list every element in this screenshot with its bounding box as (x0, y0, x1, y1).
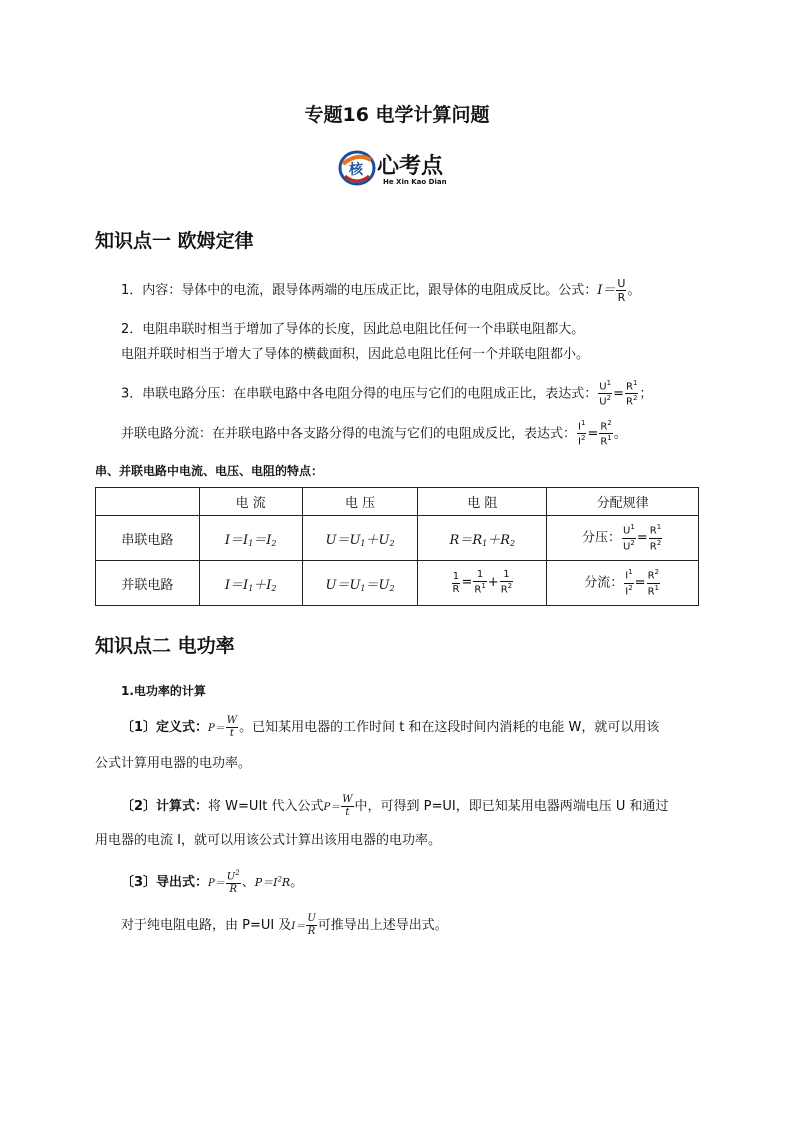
calculation-text-1: 将 W=UIt 代入公式 (208, 799, 324, 814)
table-header-cell: 分配规律 (547, 488, 699, 516)
rule-label: 分压： (582, 530, 622, 546)
table-row (96, 516, 699, 561)
ratio-r-inverse: $\frac{R^2}{R^1}$ (600, 419, 612, 448)
note-line: 对于纯电阻电路，由 P=UI 及I＝ $\frac{U}{R}$ 可推导出上述导出式。 (121, 913, 448, 937)
row-label: 并联电路 (96, 561, 200, 606)
calculation-label: 〔2〕计算式： (121, 799, 209, 814)
parallel-division-text: 并联电路分流：在并联电路中各支路分得的电流与它们的电阻成反比，表达式： (121, 426, 577, 442)
ohms-law-text: 1．内容：导体中的电流，跟导体两端的电压成正比，跟导体的电阻成反比。公式： (121, 283, 598, 298)
punct: 。 (627, 283, 641, 298)
definition-continuation: 公式计算用电器的电功率。 (95, 756, 252, 771)
row-label: 串联电路 (96, 516, 200, 561)
note-text-1: 对于纯电阻电路，由 P=UI 及 (121, 918, 292, 933)
note-text-2: 可推导出上述导出式。 (317, 918, 448, 933)
punct: 。 (613, 426, 627, 442)
rule-cell: 分流： $\frac{I^1}{I^2}$ = $\frac{R^2}{R^1}$ (547, 561, 699, 606)
derived-label: 〔3〕导出式： (121, 875, 209, 891)
resistance-cell: $\frac{1}{R}$ = $\frac{1}{R^1}$ + $\frac{1}{R^2}$ (418, 561, 547, 606)
logo (337, 146, 457, 192)
fraction-num: U (617, 277, 626, 290)
ratio-i: $\frac{I^1}{I^2}$ (578, 419, 586, 448)
section-heading-power: 知识点二 电功率 (95, 635, 235, 657)
current-cell: $I=I_1=I_2$ (199, 516, 302, 561)
separator: 、 (241, 875, 255, 891)
page-title: 专题16 电学计算问题 (304, 104, 490, 126)
fraction-den: R (617, 291, 626, 304)
calculation-text-2: 中，可得到 P=UI，即已知某用电器两端电压 U 和通过 (354, 799, 669, 814)
parallel-current-division: 并联电路分流：在并联电路中各支路分得的电流与它们的电阻成反比，表达式： $\frac{I^1}{I^2}$ = $\frac{R^2}{R^1}$ 。 (121, 419, 627, 448)
calculation-continuation: 用电器的电流 I，就可以用该公式计算出该用电器的电功率。 (95, 833, 441, 848)
circuit-table (95, 487, 699, 606)
rule-cell: 分压： $\frac{U^1}{U^2}$ = $\frac{R^1}{R^2}$ (547, 516, 699, 561)
series-voltage-division: 3．串联电路分压：在串联电路中各电阻分得的电压与它们的电阻成正比，表达式： $\frac{U^1}{U^2}$ = $\frac{R^1}{R^2}$ ； (121, 379, 653, 408)
series-resistance-text: 2．电阻串联时相当于增加了导体的长度，因此总电阻比任何一个串联电阻都大。 (121, 322, 585, 337)
definition-line: 〔1〕定义式：P＝ $\frac{W}{t}$ 。已知某用电器的工作时间 t 和在这段时间内消耗的电能 W，就可以用该 (121, 715, 660, 739)
definition-text: 。已知某用电器的工作时间 t 和在这段时间内消耗的电能 W，就可以用该 (239, 720, 660, 735)
calculation-line: 〔2〕计算式：将 W=UIt 代入公式P＝ $\frac{W}{t}$ 中，可得到 P=UI，即已知某用电器两端电压 U 和通过 (121, 794, 669, 818)
table-header-cell (96, 488, 200, 516)
ratio-u: $\frac{U^1}{U^2}$ (599, 379, 612, 408)
table-row (96, 561, 699, 606)
logo-text: 心考点 (377, 153, 444, 179)
series-division-text: 3．串联电路分压：在串联电路中各电阻分得的电压与它们的电阻成正比，表达式： (121, 386, 598, 402)
punct: ； (639, 386, 653, 402)
table-header-cell: 电 压 (302, 488, 418, 516)
voltage-cell: $U=U_1=U_2$ (302, 561, 418, 606)
definition-label: 〔1〕定义式： (121, 720, 209, 735)
svg-text:核: 核 (349, 162, 363, 178)
rule-label: 分流： (584, 575, 624, 591)
table-header-row (96, 488, 699, 516)
power-calc-subheading: 1.电功率的计算 (121, 684, 206, 698)
table-caption: 串、并联电路中电流、电压、电阻的特点： (95, 464, 324, 478)
table-header-cell: 电 阻 (418, 488, 547, 516)
formula-lhs: I＝ (597, 283, 616, 298)
voltage-cell: $U=U_1+U_2$ (302, 516, 418, 561)
logo-subtext: He Xin Kao Dian (383, 178, 447, 186)
derived-line: 〔3〕导出式：P＝ $\frac{U^2}{R}$ 、$P=I^2R$。 (121, 869, 304, 896)
ratio-r: $\frac{R^1}{R^2}$ (625, 379, 638, 408)
resistance-cell: $R=R_1+R_2$ (418, 516, 547, 561)
parallel-resistance-text: 电阻并联时相当于增大了导体的横截面积，因此总电阻比任何一个并联电阻都小。 (121, 347, 590, 362)
formula-fraction (616, 278, 626, 303)
section-heading-ohms-law: 知识点一 欧姆定律 (95, 230, 254, 252)
ohms-law-content (121, 278, 641, 303)
current-cell: $I=I_1+I_2$ (199, 561, 302, 606)
table-header-cell: 电 流 (199, 488, 302, 516)
